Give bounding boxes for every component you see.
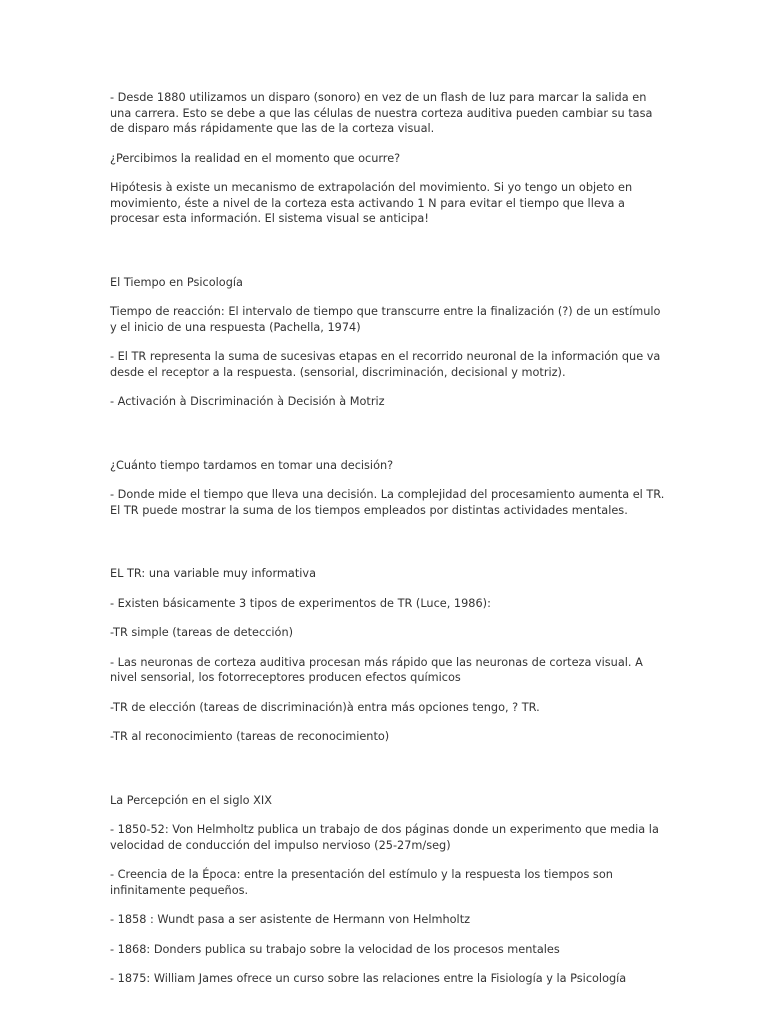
section-gap [110,241,668,275]
paragraph-donders: - 1868: Donders publica su trabajo sobre la velocidad de los procesos mentales [110,942,560,956]
paragraph-tr-reconocimiento: -TR al reconocimiento (tareas de reconocimiento) [110,730,390,743]
paragraph-tr-suma-etapas: - El TR representa la suma de sucesivas etapas en el recorrido neuronal de la información que va desde el receptor a la respuesta. (sensorial, discriminación, decisional y motriz). [110,350,661,379]
paragraph-tr-eleccion: -TR de elección (tareas de discriminación)à entra más opciones tengo, ? TR. [110,700,540,714]
paragraph-tr-simple: -TR simple (tareas de detección) [110,626,294,639]
section-gap [110,424,668,458]
paragraph-question-realidad: ¿Percibimos la realidad en el momento que ocurre? [110,151,401,165]
section-gap [110,759,668,793]
paragraph-creencia-epoca: - Creencia de la Época: entre la presentación del estímulo y la respuesta los tiempos son infinitamente pequeños. [110,868,613,897]
paragraph-wundt: - 1858 : Wundt pasa a ser asistente de Hermann von Helmholtz [110,913,471,926]
heading-tr-variable: EL TR: una variable muy informativa [110,567,316,580]
paragraph-neuronas-auditiva: - Las neuronas de corteza auditiva procesan más rápido que las neuronas de corteza visual. A nivel sensorial, los fotorreceptores producen efectos químicos [110,655,643,684]
paragraph-william-james: - 1875: William James ofrece un curso sobre las relaciones entre la Fisiología y la Psicología [110,972,627,985]
section-gap [110,532,668,566]
heading-percepcion-siglo-xix: La Percepción en el siglo XIX [110,793,272,807]
paragraph-helmholtz: - 1850-52: Von Helmholtz publica un trabajo de dos páginas donde un experimento que media la velocidad de conducción del impulso nervioso (25-27m/seg) [110,823,659,852]
paragraph-hipotesis: Hipótesis à existe un mecanismo de extrapolación del movimiento. Si yo tengo un objeto en movimiento, éste a nivel de la corteza esta activando 1 N para evitar el tiempo que lleva a procesar esta información. El sistema visual se anticipa! [110,181,633,225]
heading-tiempo-psicologia: El Tiempo en Psicología [110,275,243,289]
heading-cuanto-tiempo: ¿Cuánto tiempo tardamos en tomar una decisión? [110,458,394,472]
paragraph-activacion: - Activación à Discriminación à Decisión à Motriz [110,395,385,408]
paragraph-disparo-sonoro: - Desde 1880 utilizamos un disparo (sonoro) en vez de un flash de luz para marcar la salida en una carrera. Esto se debe a que las células de nuestra corteza auditiva pueden cambiar su tasa de disparo más rápidamente que las de la corteza visual. [110,91,653,135]
paragraph-tiempo-reaccion: Tiempo de reacción: El intervalo de tiempo que transcurre entre la finalización (?) de un estímulo y el inicio de una respuesta (Pachella, 1974) [110,305,661,334]
paragraph-tipos-experimentos: - Existen básicamente 3 tipos de experimentos de TR (Luce, 1986): [110,596,491,610]
paragraph-donders-decision: - Donde mide el tiempo que lleva una decisión. La complejidad del procesamiento aumenta el TR. El TR puede mostrar la suma de los tiempos empleados por distintas actividades mentales. [110,488,665,517]
